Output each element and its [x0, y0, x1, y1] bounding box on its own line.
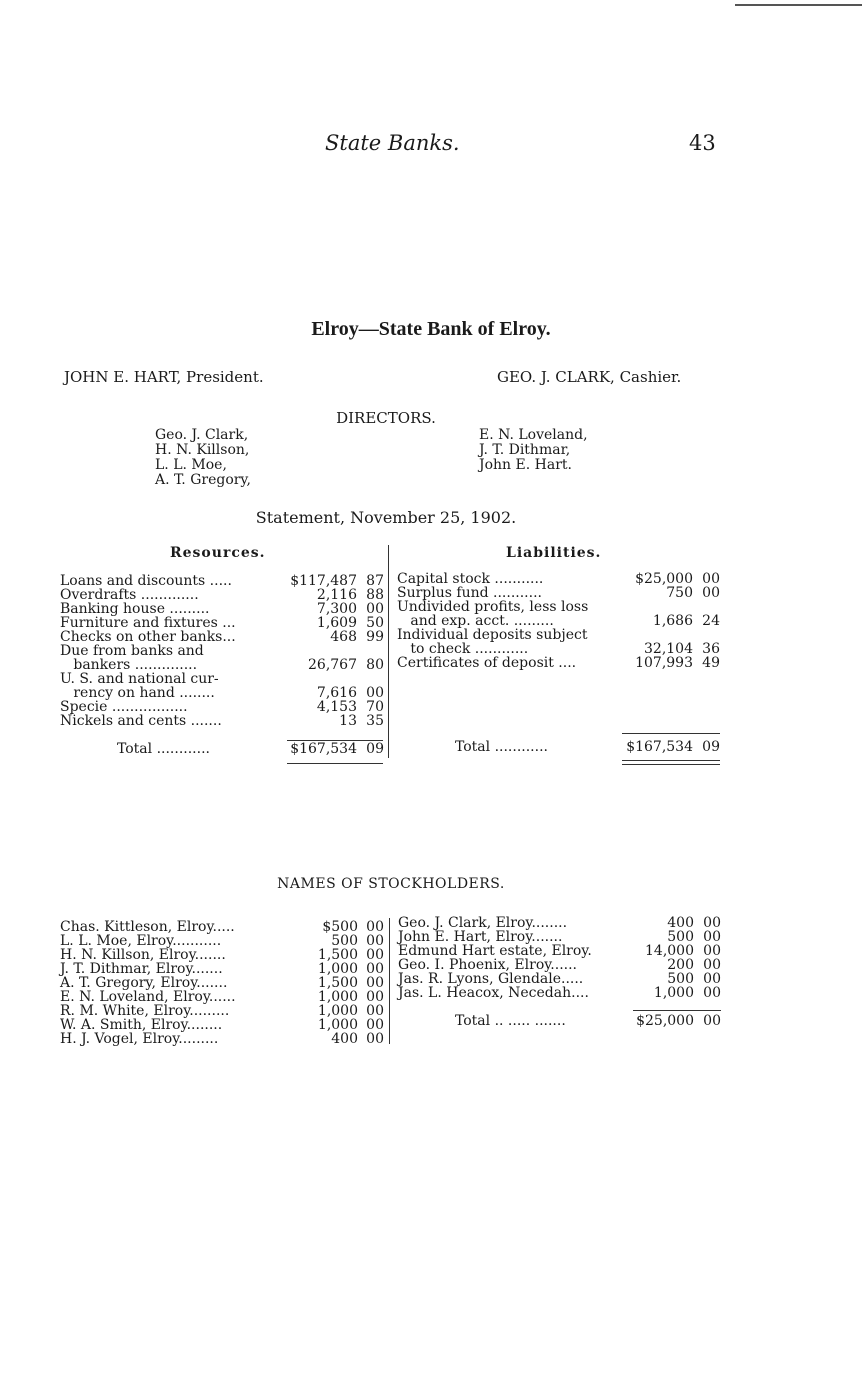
row-dollars: 2,116	[316, 587, 357, 603]
row-cents: 00	[366, 989, 384, 1005]
total-cents: 09	[366, 741, 384, 757]
row-label: John E. Hart, Elroy.......	[398, 929, 563, 945]
row-dollars: 107,993	[635, 655, 693, 671]
row-label: Furniture and fixtures ...	[60, 615, 236, 631]
total-label: Total ............	[117, 741, 210, 757]
row-label: Checks on other banks...	[60, 629, 236, 645]
row-cents: 00	[703, 915, 721, 931]
row-cents: 00	[366, 975, 384, 991]
row-label: W. A. Smith, Elroy........	[60, 1017, 223, 1033]
row-dollars: 1,500	[317, 975, 358, 991]
row-dollars: 400	[667, 915, 694, 931]
row-label: H. J. Vogel, Elroy.........	[60, 1031, 219, 1047]
row-label: U. S. and national cur-	[60, 671, 219, 687]
row-cents: 50	[366, 615, 384, 631]
row-label: H. N. Killson, Elroy.......	[60, 947, 226, 963]
liabilities-heading: Liabilities.	[506, 545, 602, 561]
row-cents: 00	[703, 929, 721, 945]
resources-total-underline	[287, 763, 383, 764]
row-dollars: 500	[667, 929, 694, 945]
stockholders-total-rule	[633, 1010, 721, 1011]
total-dollars: $167,534	[290, 741, 357, 757]
row-cents: 99	[366, 629, 384, 645]
row-dollars: $25,000	[635, 571, 693, 587]
row-label: R. M. White, Elroy.........	[60, 1003, 230, 1019]
liabilities-total-underline-2	[622, 764, 720, 765]
stockholders-heading: NAMES OF STOCKHOLDERS.	[277, 876, 505, 892]
row-dollars: 26,767	[308, 657, 357, 673]
row-dollars: 1,000	[317, 1003, 358, 1019]
row-cents: 00	[366, 1017, 384, 1033]
row-cents: 00	[366, 1031, 384, 1047]
row-cents: 35	[366, 713, 384, 729]
row-label: Certificates of deposit ....	[397, 655, 577, 671]
row-dollars: 7,616	[316, 685, 357, 701]
row-label: Individual deposits subject	[397, 627, 588, 643]
row-label: Surplus fund ...........	[397, 585, 542, 601]
total-dollars: $25,000	[636, 1013, 694, 1029]
row-label: Geo. I. Phoenix, Elroy......	[398, 957, 577, 973]
row-label: rency on hand ........	[60, 685, 215, 701]
row-cents: 70	[366, 699, 384, 715]
row-label: L. L. Moe, Elroy...........	[60, 933, 222, 949]
row-label: A. T. Gregory, Elroy.......	[60, 975, 228, 991]
row-cents: 00	[703, 957, 721, 973]
total-cents: 09	[702, 739, 720, 755]
row-label: J. T. Dithmar, Elroy.......	[60, 961, 223, 977]
statement-heading: Statement, November 25, 1902.	[255, 508, 517, 527]
row-dollars: 1,000	[653, 985, 694, 1001]
directors-heading: DIRECTORS.	[336, 409, 436, 427]
row-dollars: 1,686	[652, 613, 693, 629]
row-cents: 00	[366, 1003, 384, 1019]
total-label: Total ............	[455, 739, 548, 755]
row-cents: 00	[703, 985, 721, 1001]
row-cents: 00	[366, 685, 384, 701]
stockholders-column-rule	[389, 918, 390, 1044]
row-label: Due from banks and	[60, 643, 204, 659]
row-label: E. N. Loveland, Elroy......	[60, 989, 236, 1005]
row-label: Chas. Kittleson, Elroy.....	[60, 919, 235, 935]
row-dollars: 1,000	[317, 961, 358, 977]
row-dollars: 4,153	[316, 699, 357, 715]
row-dollars: 200	[667, 957, 694, 973]
row-dollars: 1,000	[317, 1017, 358, 1033]
director: E. N. Loveland,	[479, 427, 588, 443]
row-dollars: 1,500	[317, 947, 358, 963]
row-label: Overdrafts .............	[60, 587, 199, 603]
total-label: Total .. ..... .......	[455, 1013, 566, 1029]
row-cents: 00	[366, 961, 384, 977]
row-label: Geo. J. Clark, Elroy........	[398, 915, 568, 931]
bank-title: Elroy—State Bank of Elroy.	[311, 318, 551, 340]
row-cents: 36	[702, 641, 720, 657]
total-cents: 00	[703, 1013, 721, 1029]
row-label: to check ............	[397, 641, 529, 657]
director: Geo. J. Clark,	[155, 427, 249, 443]
row-dollars: 500	[331, 933, 358, 949]
row-dollars: 14,000	[645, 943, 694, 959]
row-cents: 24	[702, 613, 720, 629]
row-dollars: $117,487	[290, 573, 357, 589]
row-label: Nickels and cents .......	[60, 713, 222, 729]
row-cents: 00	[702, 585, 720, 601]
row-cents: 00	[702, 571, 720, 587]
director: John E. Hart.	[479, 457, 572, 473]
row-label: Jas. R. Lyons, Glendale.....	[398, 971, 584, 987]
row-dollars: 13	[339, 713, 357, 729]
row-cents: 88	[366, 587, 384, 603]
statement-column-rule	[388, 545, 389, 758]
running-title: State Banks.	[325, 131, 460, 155]
row-label: Capital stock ...........	[397, 571, 544, 587]
row-dollars: 468	[330, 629, 357, 645]
director: L. L. Moe,	[155, 457, 227, 473]
row-dollars: 750	[666, 585, 693, 601]
row-dollars: $500	[322, 919, 358, 935]
row-dollars: 32,104	[644, 641, 693, 657]
row-dollars: 1,000	[317, 989, 358, 1005]
row-label: Edmund Hart estate, Elroy.	[398, 943, 592, 959]
row-label: bankers ..............	[60, 657, 198, 673]
total-dollars: $167,534	[626, 739, 693, 755]
row-cents: 80	[366, 657, 384, 673]
row-cents: 00	[366, 919, 384, 935]
row-cents: 87	[366, 573, 384, 589]
resources-heading: Resources.	[170, 545, 266, 561]
director: A. T. Gregory,	[155, 472, 251, 488]
row-cents: 00	[703, 971, 721, 987]
president: JOHN E. HART, President.	[64, 368, 264, 386]
director: H. N. Killson,	[155, 442, 250, 458]
liabilities-total-underline	[622, 760, 720, 761]
row-cents: 00	[366, 933, 384, 949]
row-label: and exp. acct. .........	[397, 613, 554, 629]
director: J. T. Dithmar,	[479, 442, 571, 458]
row-label: Banking house .........	[60, 601, 210, 617]
directors-right	[479, 428, 588, 473]
row-label: Loans and discounts .....	[60, 573, 232, 589]
row-dollars: 1,609	[316, 615, 357, 631]
row-label: Specie .................	[60, 699, 188, 715]
row-cents: 49	[702, 655, 720, 671]
row-label: Undivided profits, less loss	[397, 599, 589, 615]
page-edge-line	[735, 4, 862, 6]
row-dollars: 500	[667, 971, 694, 987]
row-cents: 00	[703, 943, 721, 959]
row-cents: 00	[366, 601, 384, 617]
row-cents: 00	[366, 947, 384, 963]
liabilities-total-rule	[622, 733, 720, 734]
row-label: Jas. L. Heacox, Necedah....	[398, 985, 589, 1001]
directors-left	[155, 428, 251, 488]
row-dollars: 7,300	[316, 601, 357, 617]
cashier: GEO. J. CLARK, Cashier.	[497, 368, 682, 386]
row-dollars: 400	[331, 1031, 358, 1047]
page-number: 43	[689, 131, 716, 155]
